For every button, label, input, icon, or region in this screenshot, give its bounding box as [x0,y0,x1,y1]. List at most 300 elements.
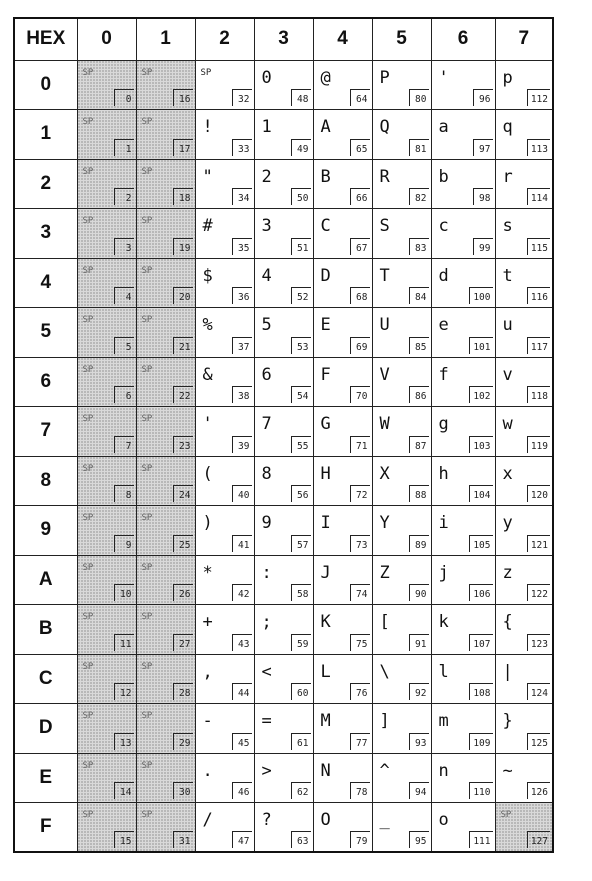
control-char-cell [136,753,195,803]
decimal-code: 12 [114,683,134,700]
control-char-cell [136,258,195,308]
control-char-cell [136,159,195,209]
decimal-code: 26 [173,584,193,601]
table-row [14,357,553,407]
row-header-9: 9 [14,506,77,556]
char-cell [313,654,372,704]
char-cell [431,308,495,358]
decimal-code: 108 [469,683,492,700]
character-glyph: > [261,760,272,781]
control-char-cell [77,654,136,704]
decimal-code: 1 [114,139,134,156]
char-cell [254,654,313,704]
decimal-code: 20 [173,287,193,304]
control-char-cell [77,753,136,803]
char-cell [313,258,372,308]
control-char-cell [77,110,136,160]
character-glyph: 6 [261,364,272,385]
decimal-code: 19 [173,238,193,255]
decimal-code: 83 [409,238,429,255]
character-glyph: = [261,711,272,731]
decimal-code: 63 [291,831,311,848]
char-cell [431,60,495,110]
character-glyph: SP [141,562,153,573]
row-header-6: 6 [14,357,77,407]
character-glyph: SP [82,364,94,375]
character-glyph: + [202,612,213,632]
char-cell [372,456,431,506]
decimal-code: 40 [232,485,252,502]
character-glyph: o [438,810,449,830]
column-header-6: 6 [431,18,495,60]
column-header-2: 2 [195,18,254,60]
character-glyph: y [502,513,513,533]
character-glyph: r [502,166,513,187]
char-cell [372,209,431,259]
character-glyph: T [379,265,390,286]
table-row [14,308,553,358]
control-char-cell [136,110,195,160]
character-glyph: 9 [261,513,272,533]
decimal-code: 96 [473,89,493,106]
character-glyph: SP [200,67,212,78]
decimal-code: 122 [527,584,550,601]
decimal-code: 68 [350,287,370,304]
decimal-code: 124 [527,683,550,700]
char-cell [372,258,431,308]
char-cell [195,654,254,704]
character-glyph: B [320,166,331,187]
character-glyph: SP [141,265,153,276]
decimal-code: 85 [409,337,429,354]
table-row [14,407,553,457]
row-header-B: B [14,605,77,655]
character-glyph: e [438,315,449,335]
decimal-code: 120 [527,485,550,502]
decimal-code: 59 [291,634,311,651]
control-char-cell [495,803,553,853]
decimal-code: 69 [350,337,370,354]
control-char-cell [136,605,195,655]
decimal-code: 47 [232,831,252,848]
character-glyph: \ [379,661,390,682]
table-row [14,456,553,506]
char-cell [254,407,313,457]
decimal-code: 105 [469,535,492,552]
char-cell [313,209,372,259]
character-glyph: SP [141,612,153,622]
character-glyph: ] [379,711,390,731]
table-row [14,654,553,704]
decimal-code: 104 [469,485,492,502]
character-glyph: ' [202,414,213,434]
control-char-cell [136,357,195,407]
character-glyph: Z [379,562,390,583]
decimal-code: 100 [469,287,492,304]
character-glyph: _ [379,810,390,830]
control-char-cell [136,555,195,605]
table-row [14,506,553,556]
char-cell [195,159,254,209]
decimal-code: 97 [473,139,493,156]
character-glyph: 1 [261,117,272,137]
char-cell [372,308,431,358]
char-cell [195,357,254,407]
char-cell [495,605,553,655]
decimal-code: 24 [173,485,193,502]
char-cell [195,456,254,506]
table-row [14,159,553,209]
control-char-cell [77,159,136,209]
decimal-code: 119 [527,436,550,453]
char-cell [195,506,254,556]
character-glyph: ! [202,117,213,137]
character-glyph: SP [82,711,94,721]
char-cell [195,110,254,160]
row-header-A: A [14,555,77,605]
character-glyph: [ [379,612,390,632]
decimal-code: 57 [291,535,311,552]
character-glyph: 8 [261,463,272,484]
char-cell [254,506,313,556]
character-glyph: SP [82,760,94,771]
decimal-code: 48 [291,89,311,106]
character-glyph: c [438,216,449,236]
character-glyph: L [320,661,331,682]
decimal-code: 72 [350,485,370,502]
row-header-F: F [14,803,77,853]
character-glyph: ~ [502,760,513,781]
character-glyph: # [202,216,213,236]
character-glyph: SP [82,265,94,276]
char-cell [495,209,553,259]
char-cell [495,159,553,209]
character-glyph: K [320,612,331,632]
char-cell [254,159,313,209]
char-cell [495,753,553,803]
char-cell [431,258,495,308]
row-header-D: D [14,704,77,754]
character-glyph: g [438,414,449,434]
character-glyph: $ [202,265,213,286]
character-glyph: t [502,265,513,286]
decimal-code: 30 [173,782,193,799]
character-glyph: a [438,117,449,137]
char-cell [313,159,372,209]
decimal-code: 50 [291,188,311,205]
char-cell [195,704,254,754]
decimal-code: 27 [173,634,193,651]
character-glyph: SP [82,463,94,474]
decimal-code: 82 [409,188,429,205]
character-glyph: 7 [261,414,272,434]
char-cell [431,357,495,407]
decimal-code: 10 [114,584,134,601]
control-char-cell [136,803,195,853]
character-glyph: G [320,414,331,434]
table-row [14,258,553,308]
character-glyph: % [202,315,213,335]
decimal-code: 86 [409,386,429,403]
column-header-4: 4 [313,18,372,60]
char-cell [254,357,313,407]
character-glyph: U [379,315,390,335]
char-cell [195,209,254,259]
character-glyph: SP [500,810,512,820]
char-cell [431,209,495,259]
character-glyph: N [320,760,331,781]
character-glyph: SP [82,562,94,573]
decimal-code: 23 [173,436,193,453]
decimal-code: 2 [114,188,134,205]
column-header-5: 5 [372,18,431,60]
row-header-5: 5 [14,308,77,358]
character-glyph: V [379,364,390,385]
character-glyph: SP [141,513,153,523]
character-glyph: SP [82,661,94,672]
decimal-code: 98 [473,188,493,205]
character-glyph: SP [141,315,153,325]
control-char-cell [77,456,136,506]
character-glyph: 3 [261,216,272,236]
character-glyph: m [438,711,449,731]
char-cell [372,357,431,407]
decimal-code: 102 [469,386,492,403]
char-cell [313,60,372,110]
decimal-code: 58 [291,584,311,601]
character-glyph: I [320,513,331,533]
control-char-cell [136,407,195,457]
character-glyph: Q [379,117,390,137]
char-cell [495,555,553,605]
decimal-code: 110 [469,782,492,799]
control-char-cell [77,803,136,853]
char-cell [254,110,313,160]
hex-corner-header: HEX [14,18,77,60]
character-glyph: ? [261,810,272,830]
character-glyph: p [502,67,513,88]
char-cell [372,159,431,209]
decimal-code: 67 [350,238,370,255]
decimal-code: 74 [350,584,370,601]
character-glyph: SP [141,216,153,226]
decimal-code: 81 [409,139,429,156]
decimal-code: 51 [291,238,311,255]
table-row [14,605,553,655]
decimal-code: 0 [114,89,134,106]
char-cell [431,159,495,209]
control-char-cell [136,456,195,506]
character-glyph: * [202,562,213,583]
decimal-code: 38 [232,386,252,403]
row-header-2: 2 [14,159,77,209]
decimal-code: 66 [350,188,370,205]
character-glyph: ^ [379,760,390,781]
char-cell [313,308,372,358]
table-row [14,60,553,110]
char-cell [313,357,372,407]
decimal-code: 92 [409,683,429,700]
character-glyph: Y [379,513,390,533]
char-cell [372,803,431,853]
char-cell [254,60,313,110]
decimal-code: 39 [232,436,252,453]
char-cell [495,110,553,160]
character-glyph: P [379,67,390,88]
column-header-3: 3 [254,18,313,60]
control-char-cell [77,704,136,754]
character-glyph: M [320,711,331,731]
char-cell [431,704,495,754]
decimal-code: 114 [527,188,550,205]
char-cell [254,308,313,358]
character-glyph: ) [202,513,213,533]
char-cell [495,407,553,457]
control-char-cell [77,60,136,110]
decimal-code: 14 [114,782,134,799]
decimal-code: 46 [232,782,252,799]
character-glyph: < [261,661,272,682]
row-header-4: 4 [14,258,77,308]
character-glyph: b [438,166,449,187]
decimal-code: 62 [291,782,311,799]
char-cell [313,555,372,605]
decimal-code: 6 [114,386,134,403]
decimal-code: 93 [409,733,429,750]
character-glyph: w [502,414,513,434]
decimal-code: 42 [232,584,252,601]
decimal-code: 17 [173,139,193,156]
table-row [14,110,553,160]
decimal-code: 80 [409,89,429,106]
char-cell [372,654,431,704]
character-glyph: u [502,315,513,335]
character-glyph: | [502,661,513,682]
control-char-cell [77,258,136,308]
char-cell [195,555,254,605]
decimal-code: 8 [114,485,134,502]
row-header-7: 7 [14,407,77,457]
decimal-code: 75 [350,634,370,651]
char-cell [495,654,553,704]
character-glyph: / [202,810,213,830]
character-glyph: l [438,661,449,682]
character-glyph: 2 [261,166,272,187]
decimal-code: 61 [291,733,311,750]
character-glyph: . [202,760,213,781]
control-char-cell [77,209,136,259]
character-glyph: f [438,364,449,385]
control-char-cell [77,407,136,457]
character-glyph: SP [141,67,153,78]
char-cell [254,555,313,605]
decimal-code: 45 [232,733,252,750]
decimal-code: 118 [527,386,550,403]
character-glyph: SP [82,216,94,226]
character-glyph: E [320,315,331,335]
decimal-code: 13 [114,733,134,750]
character-glyph: R [379,166,390,187]
decimal-code: 77 [350,733,370,750]
char-cell [495,357,553,407]
decimal-code: 28 [173,683,193,700]
character-glyph: 4 [261,265,272,286]
decimal-code: 7 [114,436,134,453]
control-char-cell [136,704,195,754]
decimal-code: 53 [291,337,311,354]
char-cell [372,60,431,110]
decimal-code: 18 [173,188,193,205]
decimal-code: 32 [232,89,252,106]
decimal-code: 115 [527,238,550,255]
decimal-code: 127 [527,831,550,848]
char-cell [313,456,372,506]
character-glyph: SP [141,711,153,721]
character-glyph: SP [141,661,153,672]
char-cell [431,506,495,556]
character-glyph: { [502,612,513,632]
character-glyph: A [320,117,331,137]
character-glyph: j [438,562,449,583]
character-glyph: " [202,166,213,187]
row-header-1: 1 [14,110,77,160]
char-cell [313,407,372,457]
column-header-0: 0 [77,18,136,60]
char-cell [254,605,313,655]
decimal-code: 94 [409,782,429,799]
character-glyph: X [379,463,390,484]
decimal-code: 125 [527,733,550,750]
decimal-code: 22 [173,386,193,403]
decimal-code: 52 [291,287,311,304]
row-header-8: 8 [14,456,77,506]
char-cell [195,803,254,853]
control-char-cell [136,506,195,556]
control-char-cell [77,357,136,407]
character-glyph: SP [82,166,94,177]
decimal-code: 123 [527,634,550,651]
char-cell [372,605,431,655]
character-glyph: h [438,463,449,484]
decimal-code: 89 [409,535,429,552]
decimal-code: 41 [232,535,252,552]
character-glyph: SP [141,117,153,127]
char-cell [495,456,553,506]
character-glyph: i [438,513,449,533]
decimal-code: 112 [527,89,550,106]
control-char-cell [136,209,195,259]
char-cell [254,209,313,259]
control-char-cell [77,506,136,556]
row-header-0: 0 [14,60,77,110]
control-char-cell [77,555,136,605]
character-glyph: - [202,711,213,731]
character-glyph: O [320,810,331,830]
character-glyph: } [502,711,513,731]
decimal-code: 73 [350,535,370,552]
character-glyph: J [320,562,331,583]
decimal-code: 4 [114,287,134,304]
character-glyph: v [502,364,513,385]
character-glyph: z [502,562,513,583]
character-glyph: H [320,463,331,484]
character-glyph: , [202,661,213,682]
decimal-code: 34 [232,188,252,205]
char-cell [313,506,372,556]
table-row [14,803,553,853]
decimal-code: 126 [527,782,550,799]
decimal-code: 54 [291,386,311,403]
